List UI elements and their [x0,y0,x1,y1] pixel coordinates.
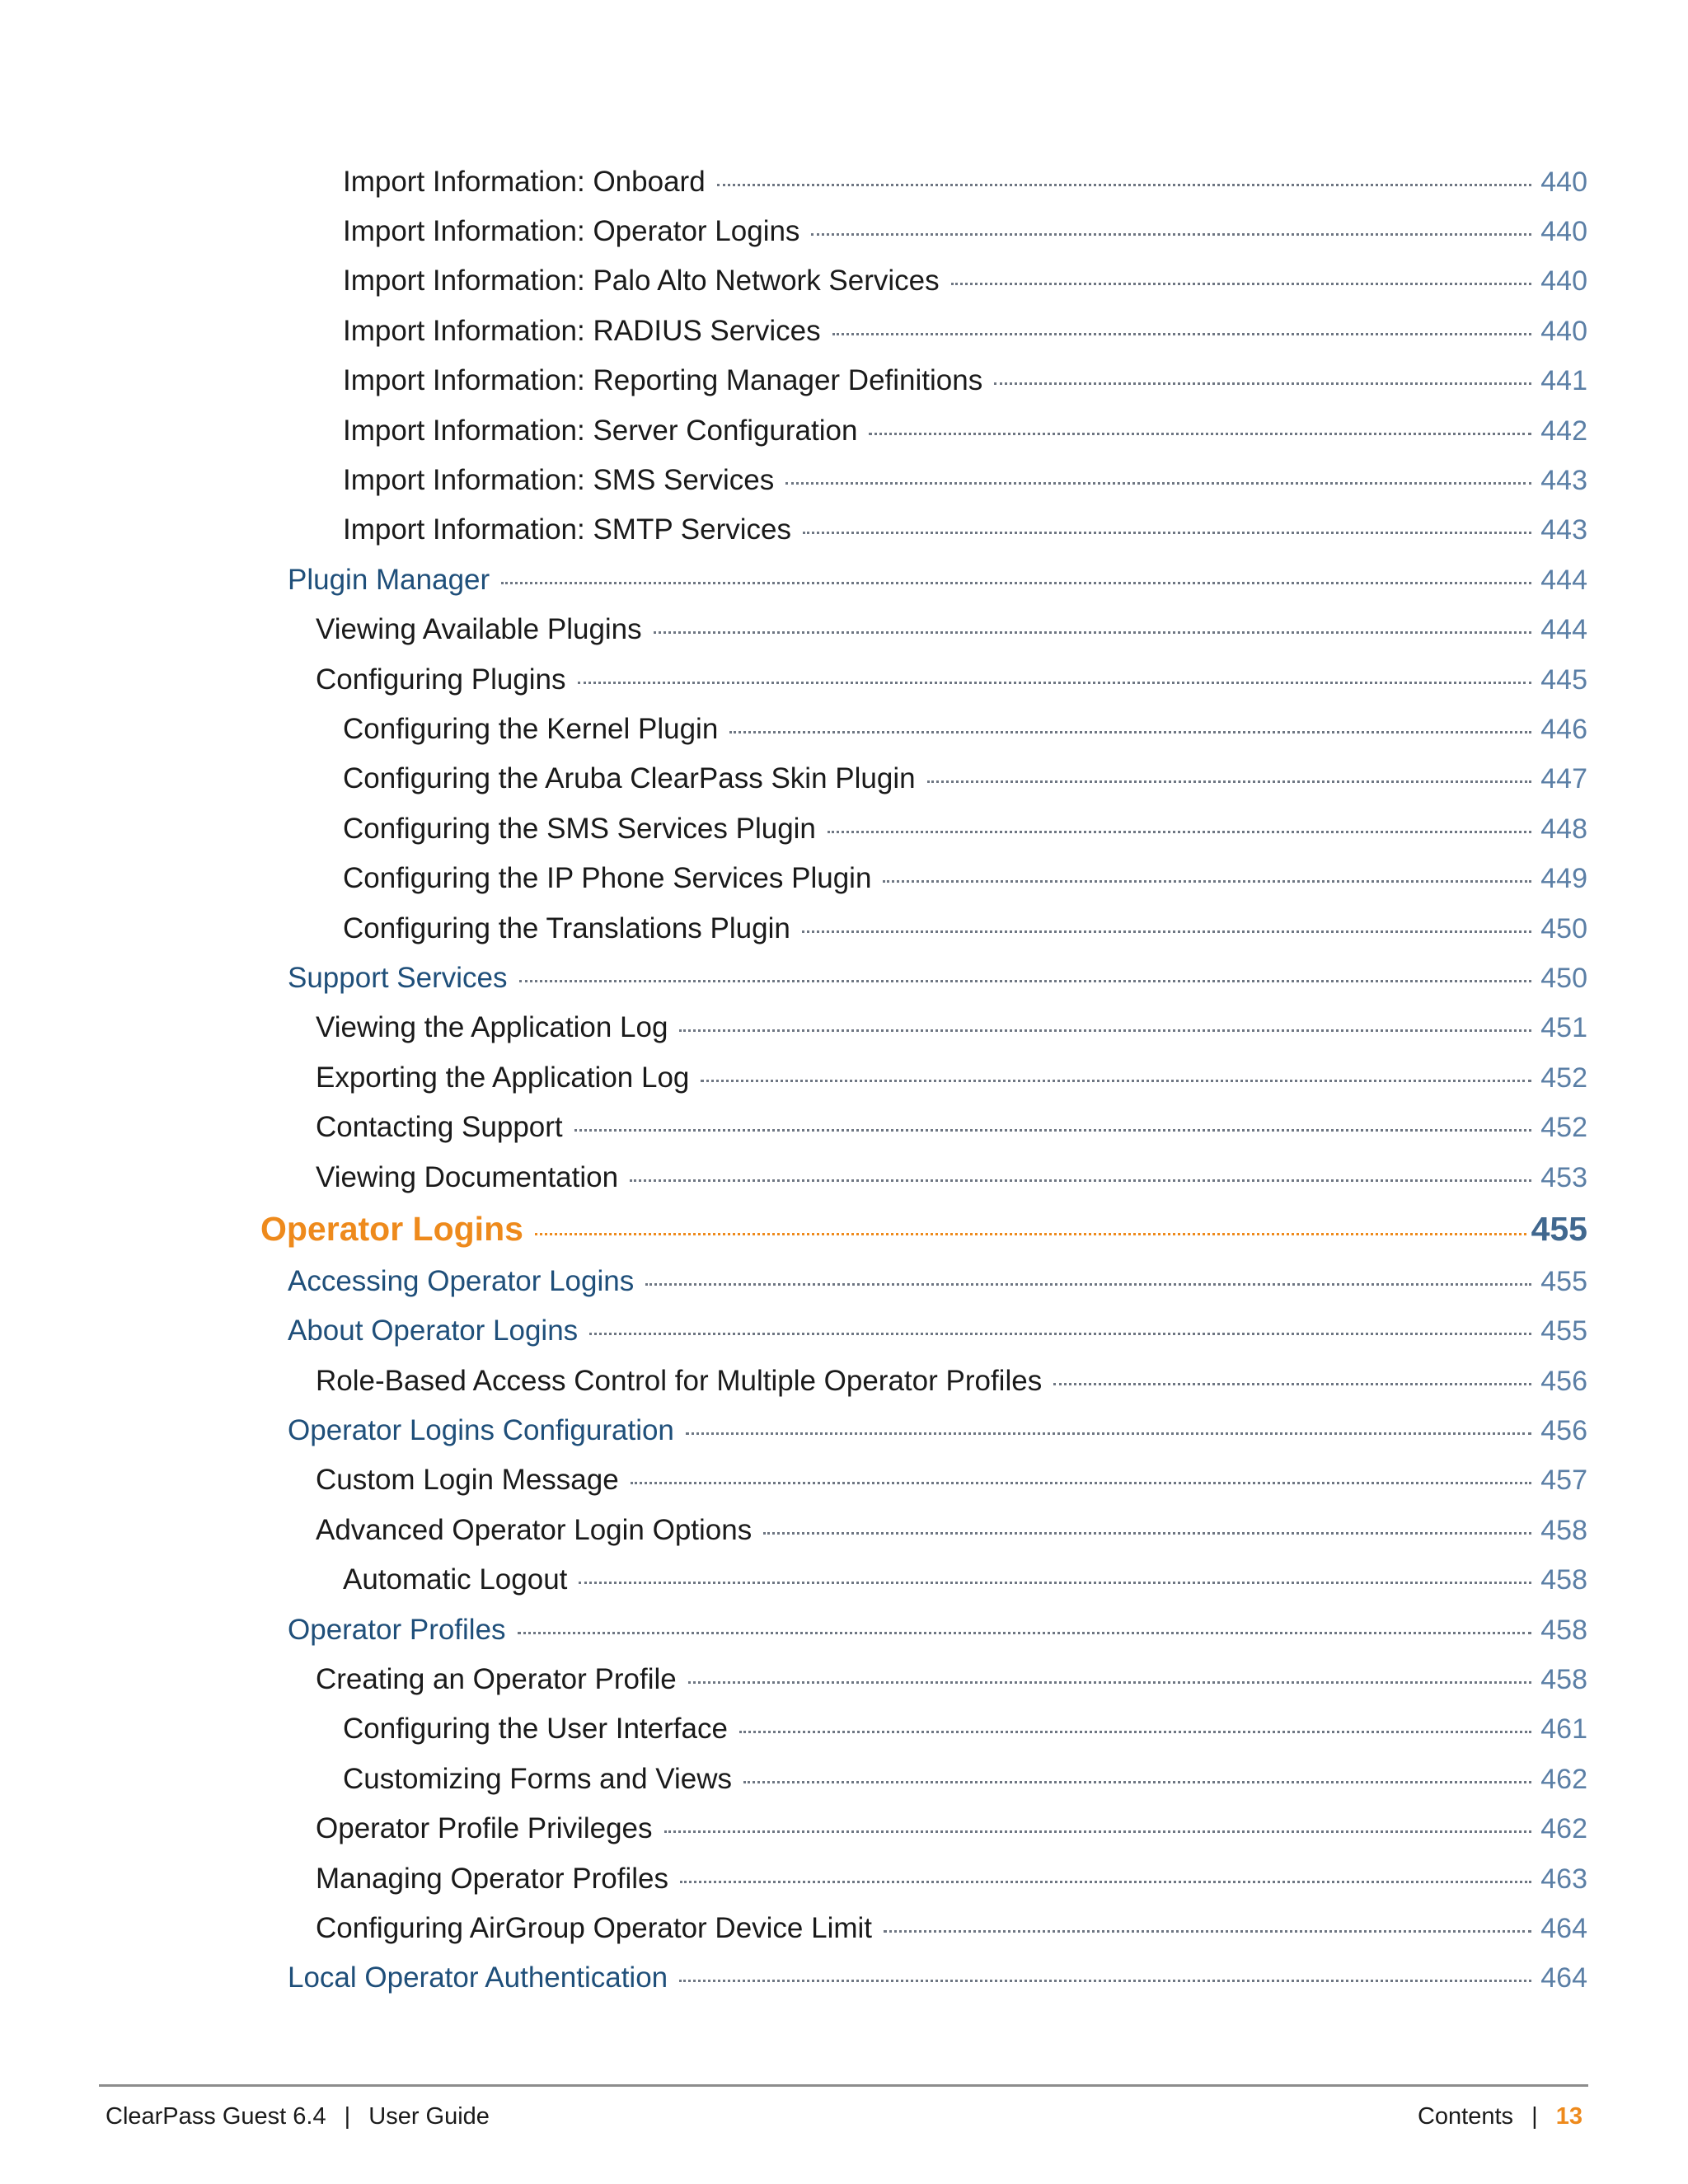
toc-entry-title[interactable]: Automatic Logout [343,1563,568,1596]
toc-dot-leader [631,1482,1531,1484]
toc-entry-page-number[interactable]: 452 [1540,1062,1587,1094]
toc-dot-leader [828,831,1531,833]
toc-entry-page-number[interactable]: 456 [1540,1415,1587,1447]
toc-entry-title[interactable]: Import Information: Server Configuration [343,414,858,447]
toc-entry-row [316,1814,1587,1843]
toc-entry-row [343,217,1587,246]
toc-entry[interactable] [0,157,1688,206]
toc-dot-leader [951,283,1531,285]
toc-entry-title[interactable]: Import Information: Onboard [343,165,706,198]
footer-page-separator: | [1531,2103,1538,2130]
toc-entry[interactable] [0,306,1688,355]
toc-entry-page-number[interactable]: 455 [1540,1265,1587,1297]
toc-entry-title[interactable]: Configuring AirGroup Operator Device Limit [316,1911,873,1944]
toc-dot-leader [630,1179,1531,1182]
toc-entry-row [316,1464,1587,1497]
toc-entry[interactable] [0,206,1688,255]
toc-dot-leader [763,1532,1531,1535]
toc-entry-page-number[interactable]: 462 [1540,1813,1587,1845]
toc-dot-leader [803,532,1531,534]
toc-entry-row [343,416,1587,445]
toc-dot-leader [589,1333,1531,1335]
toc-entry[interactable] [0,1256,1688,1305]
toc-entry-row [316,1911,1587,1944]
toc-dot-leader [729,731,1531,733]
toc-entry-title[interactable]: Exporting the Application Log [316,1061,690,1094]
toc-entry-title[interactable]: Import Information: Operator Logins [343,215,800,248]
toc-entry[interactable] [0,903,1688,953]
toc-entry[interactable] [0,1605,1688,1654]
toc-entry[interactable] [0,704,1688,753]
toc-entry-row [343,1762,1587,1795]
toc-entry-title[interactable]: Managing Operator Profiles [316,1862,668,1895]
toc-entry[interactable] [0,1754,1688,1803]
toc-entry-title[interactable]: Import Information: RADIUS Services [343,314,821,347]
toc-entry[interactable] [0,1405,1688,1455]
toc-entry-row [288,963,1587,992]
toc-entry-page-number[interactable]: 462 [1540,1763,1587,1795]
toc-entry-row [288,1264,1587,1297]
toc-dot-leader [927,780,1531,783]
toc-entry[interactable] [0,455,1688,504]
toc-entry[interactable] [0,1953,1688,2003]
toc-dot-leader [688,1681,1531,1684]
toc-entry-title[interactable]: Customizing Forms and Views [343,1762,733,1795]
toc-entry-page-number[interactable]: 457 [1540,1465,1587,1497]
toc-entry-title[interactable]: Contacting Support [316,1111,563,1144]
toc-entry-page-number[interactable]: 463 [1540,1863,1587,1895]
page-footer [106,2103,1582,2130]
toc-entry-title[interactable]: Operator Logins Configuration [288,1414,674,1447]
toc-entry[interactable] [0,1654,1688,1704]
footer-guide: User Guide [368,2103,490,2130]
toc-entry-row [343,712,1587,745]
toc-entry-row [316,1013,1587,1042]
toc-entry-row [343,316,1587,345]
toc-dot-leader [501,582,1531,584]
toc-entry-title[interactable]: Local Operator Authentication [288,1961,668,1994]
toc-entry-row [288,1416,1587,1445]
toc-dot-leader [654,631,1531,634]
toc-entry[interactable] [0,1356,1688,1405]
toc-entry-page-number[interactable]: 443 [1540,514,1587,546]
toc-dot-leader [574,1129,1531,1132]
toc-entry-title[interactable]: Configuring the Kernel Plugin [343,712,719,745]
toc-entry-title[interactable]: Configuring the Translations Plugin [343,912,790,944]
toc-entry-row [288,1316,1587,1345]
toc-entry-title[interactable]: Configuring the SMS Services Plugin [343,812,816,845]
toc-entry-title[interactable]: Import Information: Palo Alto Network Services [343,265,940,298]
toc-dot-leader [739,1731,1531,1733]
toc-entry-row [343,265,1587,298]
toc-entry-page-number[interactable]: 440 [1540,166,1587,198]
toc-entry-title[interactable]: Configuring the User Interface [343,1713,728,1746]
toc-entry[interactable] [0,605,1688,654]
toc-entry[interactable] [0,1003,1688,1052]
toc-entry-page-number[interactable]: 452 [1540,1112,1587,1144]
toc-entry[interactable] [0,505,1688,555]
toc-entry-page-number[interactable]: 458 [1540,1514,1587,1546]
toc-dot-leader [1053,1383,1531,1385]
toc-dot-leader [535,1233,1526,1235]
footer-section: Contents [1417,2103,1514,2130]
toc-dot-leader [869,433,1531,435]
toc-entry-title[interactable]: Import Information: Reporting Manager Definitions [343,364,983,397]
toc-entry[interactable] [0,654,1688,704]
toc-dot-leader [519,980,1531,982]
toc-entry[interactable] [0,1102,1688,1151]
toc-entry-title[interactable]: Configuring Plugins [316,663,566,696]
toc-entry-page-number[interactable]: 461 [1540,1713,1587,1746]
toc-chapter-entry[interactable] [0,1202,1688,1256]
toc-dot-leader [645,1283,1531,1286]
toc-entry-row [343,914,1587,943]
toc-entry-row [343,1565,1587,1594]
toc-entry-title[interactable]: Configuring the Aruba ClearPass Skin Plugin [343,762,916,795]
toc-dot-leader [802,930,1531,933]
toc-entry-title[interactable]: Role-Based Access Control for Multiple Operator Profiles [316,1364,1043,1397]
toc-entry[interactable] [0,953,1688,1002]
toc-entry-page-number[interactable]: 443 [1540,465,1587,497]
footer-right [1418,2103,1582,2130]
toc-entry[interactable] [0,804,1688,853]
toc-entry-row [343,515,1587,544]
footer-separator: | [344,2103,351,2130]
toc-entry-row [343,167,1587,196]
toc-entry[interactable] [0,1306,1688,1356]
toc-entry-page-number[interactable]: 450 [1540,912,1587,944]
table-of-contents [0,157,1688,2003]
toc-entry-row [316,1864,1587,1893]
toc-dot-leader [679,1029,1531,1032]
toc-entry-row [288,565,1587,594]
toc-entry-row [316,1063,1587,1092]
footer-divider [99,2084,1588,2087]
footer-page-number: 13 [1555,2103,1582,2130]
toc-dot-leader [664,1830,1532,1833]
toc-entry-page-number[interactable]: 458 [1540,1664,1587,1696]
toc-entry[interactable] [0,1152,1688,1202]
toc-entry-title[interactable]: Import Information: SMTP Services [343,513,791,546]
toc-entry[interactable] [0,256,1688,306]
toc-dot-leader [578,682,1531,684]
toc-entry-page-number[interactable]: 448 [1540,813,1587,845]
toc-entry-title[interactable]: Support Services [288,961,508,994]
toc-entry-row [316,1160,1587,1193]
toc-entry[interactable] [0,1052,1688,1102]
toc-entry-row [343,764,1587,793]
toc-entry-row [316,1665,1587,1694]
toc-entry-page-number[interactable]: 453 [1540,1161,1587,1193]
toc-entry[interactable] [0,1804,1688,1854]
toc-entry-title[interactable]: Viewing the Application Log [316,1011,668,1044]
toc-entry-page-number[interactable]: 458 [1540,1564,1587,1596]
toc-entry-page-number[interactable]: 447 [1540,763,1587,795]
toc-entry-title[interactable]: Operator Logins [260,1209,523,1248]
toc-entry[interactable] [0,1505,1688,1554]
toc-entry-row [316,1366,1587,1395]
toc-entry[interactable] [0,1903,1688,1952]
toc-entry-row [343,366,1587,395]
footer-product: ClearPass Guest 6.4 [106,2103,326,2130]
toc-dot-leader [680,1881,1531,1883]
toc-entry-page-number[interactable]: 450 [1540,962,1587,994]
toc-entry-row [343,464,1587,497]
toc-entry[interactable] [0,853,1688,902]
toc-entry-row [343,864,1587,893]
toc-entry-title[interactable]: About Operator Logins [288,1315,579,1347]
toc-entry-title[interactable]: Import Information: SMS Services [343,464,775,497]
toc-entry-row [316,1111,1587,1144]
toc-entry[interactable] [0,1854,1688,1903]
toc-entry-page-number[interactable]: 449 [1540,863,1587,895]
toc-entry-page-number[interactable]: 455 [1540,1315,1587,1347]
toc-entry[interactable] [0,356,1688,405]
toc-entry-row [316,665,1587,694]
toc-entry-title[interactable]: Plugin Manager [288,563,490,596]
toc-dot-leader [579,1582,1531,1584]
toc-dot-leader [679,1980,1531,1982]
toc-entry[interactable] [0,754,1688,804]
toc-entry-title[interactable]: Configuring the IP Phone Services Plugin [343,862,872,895]
toc-entry-row [316,1513,1587,1546]
toc-entry-row [343,1713,1587,1746]
toc-entry-row [288,1615,1587,1644]
toc-entry-title[interactable]: Operator Profile Privileges [316,1812,653,1845]
toc-entry[interactable] [0,1555,1688,1605]
toc-dot-leader [686,1432,1531,1435]
toc-entry-title[interactable]: Operator Profiles [288,1613,506,1646]
toc-entry-page-number[interactable]: 440 [1540,265,1587,298]
toc-entry[interactable] [0,1455,1688,1505]
toc-dot-leader [811,233,1531,236]
toc-dot-leader [884,1930,1531,1933]
toc-entry-title[interactable]: Viewing Available Plugins [316,613,642,646]
toc-entry-page-number[interactable]: 458 [1540,1614,1587,1646]
toc-entry-page-number[interactable]: 441 [1540,365,1587,397]
toc-entry-row [316,615,1587,644]
toc-entry-page-number[interactable]: 445 [1540,663,1587,696]
toc-dot-leader [743,1781,1531,1783]
toc-entry-page-number[interactable]: 440 [1540,216,1587,248]
toc-entry-page-number[interactable]: 444 [1540,614,1587,646]
toc-entry-title[interactable]: Creating an Operator Profile [316,1663,677,1696]
toc-entry-title[interactable]: Advanced Operator Login Options [316,1513,753,1546]
toc-entry-title[interactable]: Viewing Documentation [316,1160,619,1193]
toc-entry[interactable] [0,1704,1688,1754]
toc-dot-leader [518,1632,1531,1634]
toc-entry-page-number[interactable]: 440 [1540,315,1587,347]
toc-entry-page-number[interactable]: 444 [1540,564,1587,596]
footer-left [106,2103,490,2130]
toc-entry-page-number[interactable]: 442 [1540,415,1587,447]
toc-entry-page-number[interactable]: 456 [1540,1365,1587,1397]
toc-dot-leader [701,1080,1531,1082]
toc-entry-page-number[interactable]: 446 [1540,713,1587,745]
toc-dot-leader [717,184,1531,186]
toc-entry-row [288,1963,1587,1992]
toc-dot-leader [994,382,1531,385]
toc-entry-page-number[interactable]: 451 [1540,1012,1587,1044]
toc-entry-title[interactable]: Custom Login Message [316,1464,619,1497]
toc-entry-title[interactable]: Accessing Operator Logins [288,1264,635,1297]
toc-entry-row [260,1209,1587,1248]
toc-dot-leader [832,333,1531,335]
toc-entry-page-number[interactable]: 455 [1531,1209,1587,1248]
toc-dot-leader [883,880,1531,883]
toc-entry[interactable] [0,405,1688,455]
toc-dot-leader [785,482,1531,485]
toc-entry-row [343,814,1587,843]
toc-entry-page-number[interactable]: 464 [1540,1962,1587,1994]
toc-entry[interactable] [0,555,1688,604]
toc-entry-page-number[interactable]: 464 [1540,1912,1587,1944]
